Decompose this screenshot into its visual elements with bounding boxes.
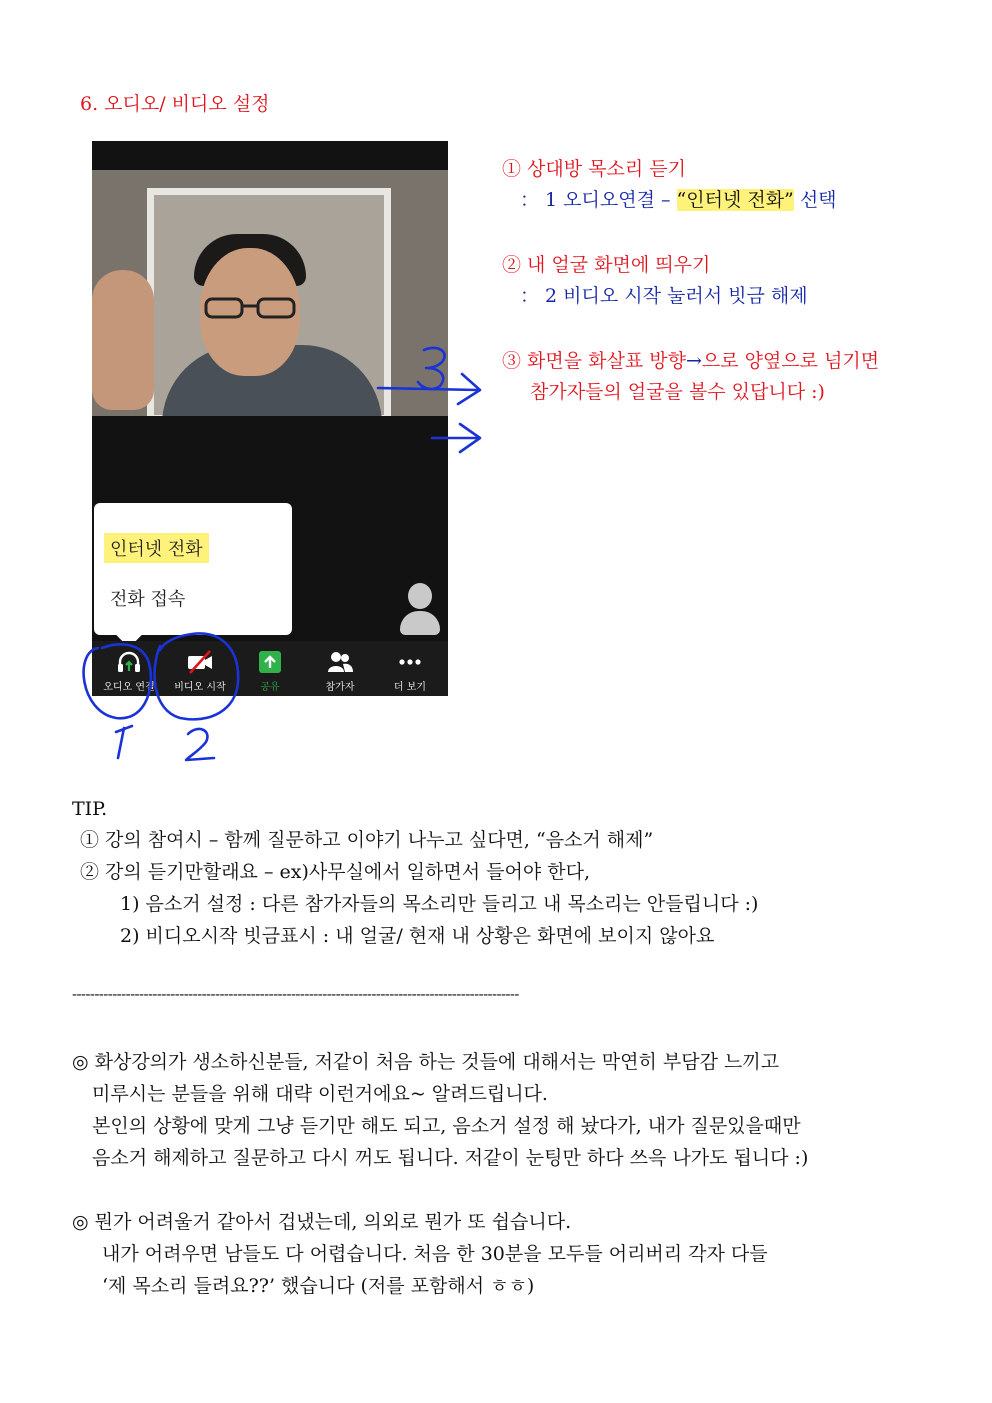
start-video-label: 비디오 시작 <box>174 682 226 693</box>
tip-line: ② 강의 듣기만할래요 – ex)사무실에서 일하면서 들어야 한다, <box>80 861 590 883</box>
instruction-1-title: ① 상대방 목소리 듣기 <box>502 158 686 180</box>
internet-call-option[interactable]: 인터넷 전화 <box>104 533 209 563</box>
instruction-3-title: ③ 화면을 화살표 방향→으로 양옆으로 넘기면 <box>502 350 880 372</box>
more-label: 더 보기 <box>393 682 427 693</box>
note-line: 본인의 상황에 맞게 그냥 듣기만 해도 되고, 음소거 설정 해 놨다가, 내가 질문있을때만 <box>92 1115 801 1137</box>
note-line: ‘제 목소리 들려요??’ 했습니다 (저를 포함해서 ㅎㅎ) <box>102 1275 535 1297</box>
circle-mark <box>84 644 151 718</box>
arrow-icon <box>378 374 480 404</box>
divider: ---------------------------------------------------------------------------------------------------- <box>72 985 519 1003</box>
note-line: ◎ 뭔가 어려울거 같아서 겁냈는데, 의외로 뭔가 또 쉽습니다. <box>72 1211 572 1233</box>
annotation-2 <box>186 729 214 760</box>
glasses-shape <box>204 297 296 319</box>
note-line: 미루시는 분들을 위해 대략 이런거에요~ 알려드립니다. <box>92 1083 548 1105</box>
annotation-3 <box>418 348 445 389</box>
tip-heading: TIP. <box>72 798 108 820</box>
section-title: 6. 오디오/ 비디오 설정 <box>80 93 270 115</box>
join-audio-label: 오디오 연결 <box>103 682 155 693</box>
annotation-1 <box>116 726 132 758</box>
tip-line: ① 강의 참여시 – 함께 질문하고 이야기 나누고 싶다면, “음소거 해제” <box>80 829 654 851</box>
share-label: 공유 <box>260 682 280 693</box>
instruction-3-detail: 참가자들의 얼굴을 볼수 있답니다 :) <box>530 381 825 403</box>
instruction-2-title: ② 내 얼굴 화면에 띄우기 <box>502 254 711 276</box>
participants-label: 참가자 <box>325 682 355 693</box>
dial-in-option[interactable]: 전화 접속 <box>110 589 186 610</box>
note-line: 내가 어려우면 남들도 다 어렵습니다. 처음 한 30분을 모두들 어리버리 각자 다들 <box>102 1243 768 1265</box>
arrow-icon <box>432 424 480 452</box>
note-line: 음소거 해제하고 질문하고 다시 꺼도 됩니다. 저같이 눈팅만 하다 쓰윽 나가도 됩니다 :) <box>92 1147 809 1169</box>
circle-mark <box>155 633 239 719</box>
handwritten-annotations <box>60 330 500 770</box>
instruction-2-detail: ： 2 비디오 시작 눌러서 빗금 해제 <box>520 285 808 307</box>
tip-line: 2) 비디오시작 빗금표시 : 내 얼굴/ 현재 내 상황은 화면에 보이지 않아요 <box>120 925 715 947</box>
note-line: ◎ 화상강의가 생소하신분들, 저같이 처음 하는 것들에 대해서는 막연히 부담감 느끼고 <box>72 1051 780 1073</box>
instruction-1-detail: ： 1 오디오연결 – “인터넷 전화” 선택 <box>520 189 837 211</box>
tip-line: 1) 음소거 설정 : 다른 참가자들의 목소리만 들리고 내 목소리는 안들립니다 :) <box>120 893 759 915</box>
